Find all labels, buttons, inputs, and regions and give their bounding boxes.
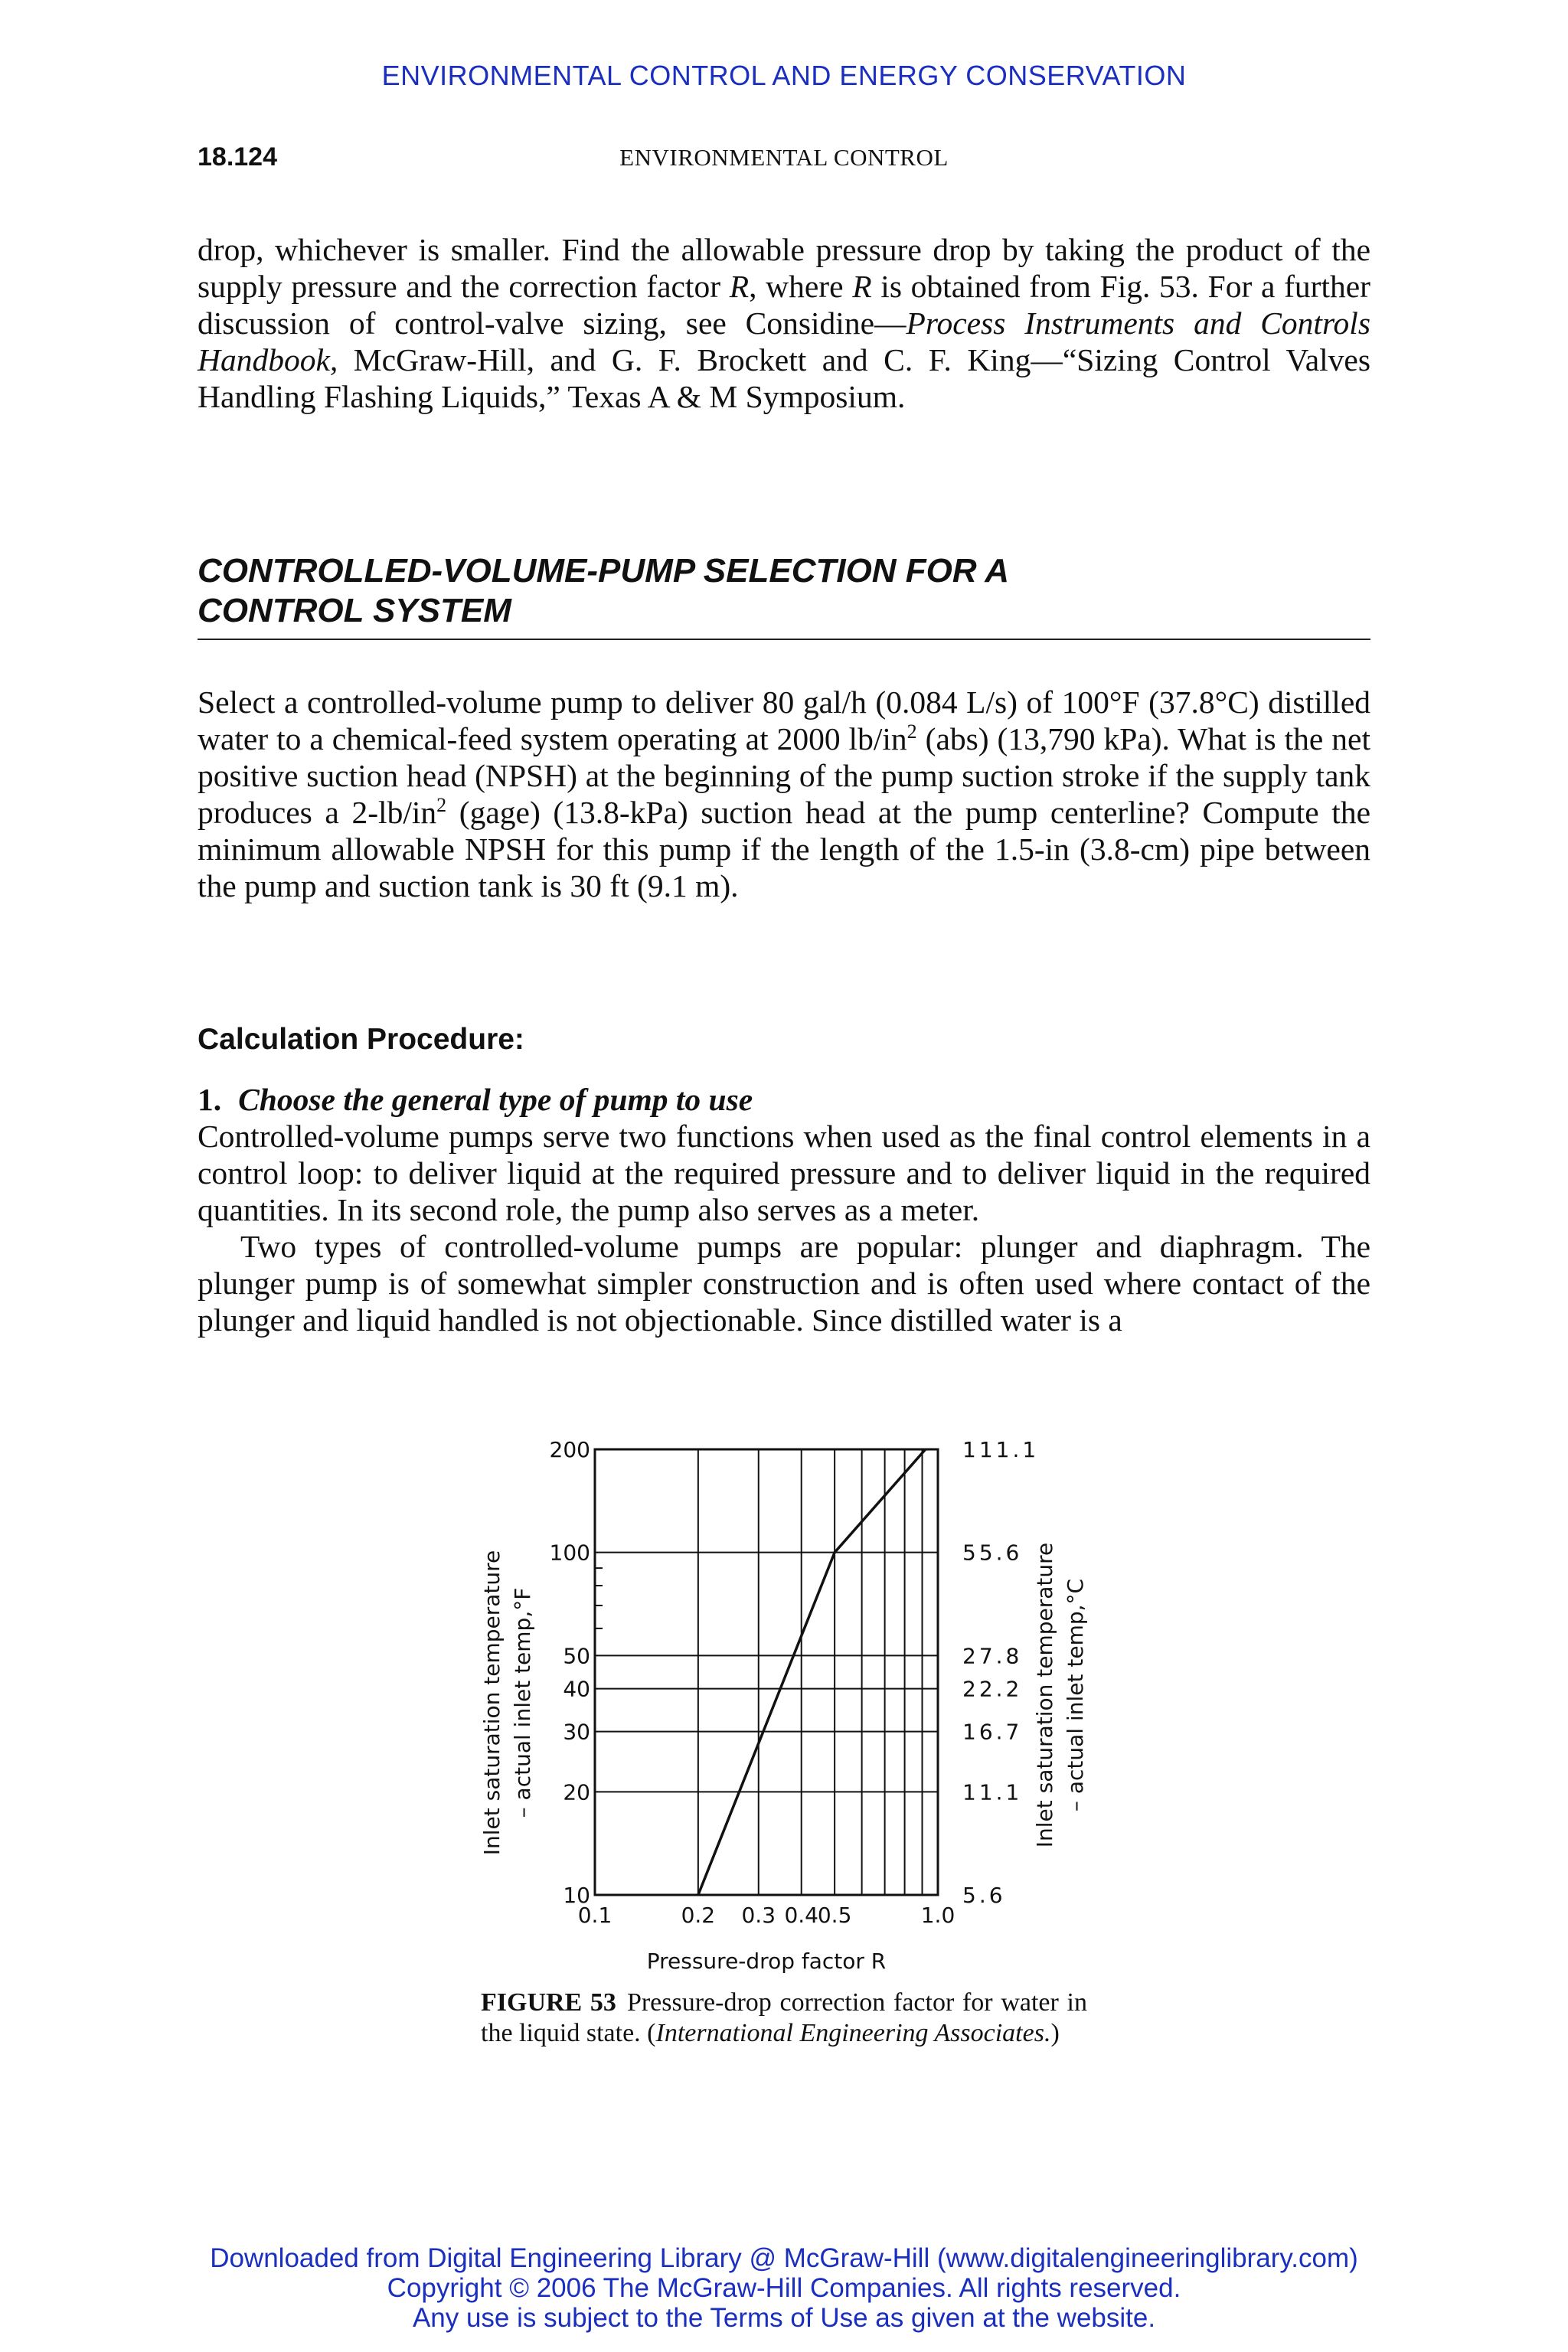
y-tick-label-left: 200 [549, 1437, 590, 1462]
document-banner: ENVIRONMENTAL CONTROL AND ENERGY CONSERVATION [381, 60, 1187, 91]
y-axis-label-left-line-2: – actual inlet temp,°F [510, 1587, 535, 1818]
x-tick-label: 0.1 [577, 1903, 612, 1928]
step-1-paragraph-1: Controlled-volume pumps serve two functions when used as the final control elements in a control loop: to deliver liquid at the required pressure and to deliver liquid in the required quantities. In its second role, the pump also serves as a meter. [198, 1119, 1370, 1227]
section-title: CONTROLLED-VOLUME-PUMP SELECTION FOR A CONTROL SYSTEM [198, 552, 1010, 629]
step-1-paragraph-2: Two types of controlled-volume pumps are popular: plunger and diaphragm. The plunger pump is of somewhat simpler construction and is often used where contact of the plunger and liquid handled is not objectionable. Since distilled water is a [198, 1229, 1370, 1338]
y-tick-label-right: 16.7 [962, 1719, 1023, 1745]
footer-line-2: Copyright © 2006 The McGraw-Hill Companies. All rights reserved. [387, 2273, 1181, 2303]
y-tick-label-left: 100 [549, 1540, 590, 1566]
y-tick-label-left: 30 [563, 1719, 590, 1745]
y-tick-label-right: 22.2 [962, 1676, 1023, 1702]
y-tick-label-right: 11.1 [962, 1779, 1023, 1805]
figure-53-chart [459, 1409, 1118, 1983]
footer-line-1: Downloaded from Digital Engineering Library @ McGraw-Hill (www.digitalengineeringlibrary.com) [210, 2243, 1358, 2273]
plot-frame [595, 1449, 938, 1895]
x-tick-label: 0.2 [681, 1903, 716, 1928]
x-tick-label: 1.0 [920, 1903, 956, 1928]
page-number: 18.124 [198, 142, 277, 172]
running-head: ENVIRONMENTAL CONTROL [619, 144, 949, 171]
y-axis-label-right-line-1: Inlet saturation temperature [1032, 1542, 1057, 1848]
step-1-body [198, 1118, 1370, 1338]
x-axis-label: Pressure-drop factor R [646, 1949, 887, 1974]
y-tick-label-right: 55.6 [962, 1540, 1023, 1566]
pressure-drop-chart-svg [459, 1409, 1118, 1983]
intro-paragraph: drop, whichever is smaller. Find the allowable pressure drop by taking the product of the supply pressure and the correction factor R, where R is obtained from Fig. 53. For a further discussion of control-valve sizing, see Considine—Process Instruments and Controls Handbook, McGraw-Hill, and G. F. Brockett and C. F. King—“Sizing Control Valves Handling Flashing Liquids,” Texas A & M Symposium. [198, 232, 1370, 414]
y-tick-label-left: 40 [563, 1676, 590, 1702]
section-divider [198, 639, 1370, 640]
problem-statement: Select a controlled-volume pump to deliver 80 gal/h (0.084 L/s) of 100°F (37.8°C) distilled water to a chemical-feed system operating at 2000 $lb/in^2$ (abs) (13,790 kPa). What is the net positive suction head (NPSH) at the beginning of the pump suction stroke if the supply tank produces a $2-lb/in^2$ (gage) (13.8-kPa) suction head at the pump centerline? Compute the minimum allowable NPSH for this pump if the length of the 1.5-in (3.8-cm) pipe between the pump and suction tank is 30 ft (9.1 m). [198, 684, 1370, 903]
x-tick-label: 0.3 [741, 1903, 776, 1928]
footer-line-3: Any use is subject to the Terms of Use as given at the website. [412, 2303, 1156, 2333]
y-tick-label-right: 111.1 [962, 1437, 1040, 1462]
y-tick-label-left: 50 [563, 1643, 590, 1669]
footer-notice [0, 2243, 1568, 2333]
y-tick-label-right: 27.8 [962, 1643, 1023, 1669]
y-tick-label-left: 10 [563, 1883, 590, 1908]
x-tick-label: 0.5 [817, 1903, 852, 1928]
y-axis-label-left-line-1: Inlet saturation temperature [479, 1550, 505, 1856]
x-tick-label: 0.4 [784, 1903, 818, 1928]
y-axis-label-right-line-2: – actual inlet temp,°C [1063, 1578, 1088, 1812]
step-1-heading: 1. Choose the general type of pump to use [198, 1082, 753, 1117]
correction-factor-line [698, 1449, 926, 1895]
y-tick-label-left: 20 [563, 1779, 590, 1805]
figure-caption: FIGURE 53 Pressure-drop correction factor for water in the liquid state. (International Engineering Associates.) [481, 1988, 1087, 2047]
y-tick-label-right: 5.6 [962, 1883, 1006, 1908]
calculation-procedure-heading: Calculation Procedure: [198, 1023, 524, 1056]
